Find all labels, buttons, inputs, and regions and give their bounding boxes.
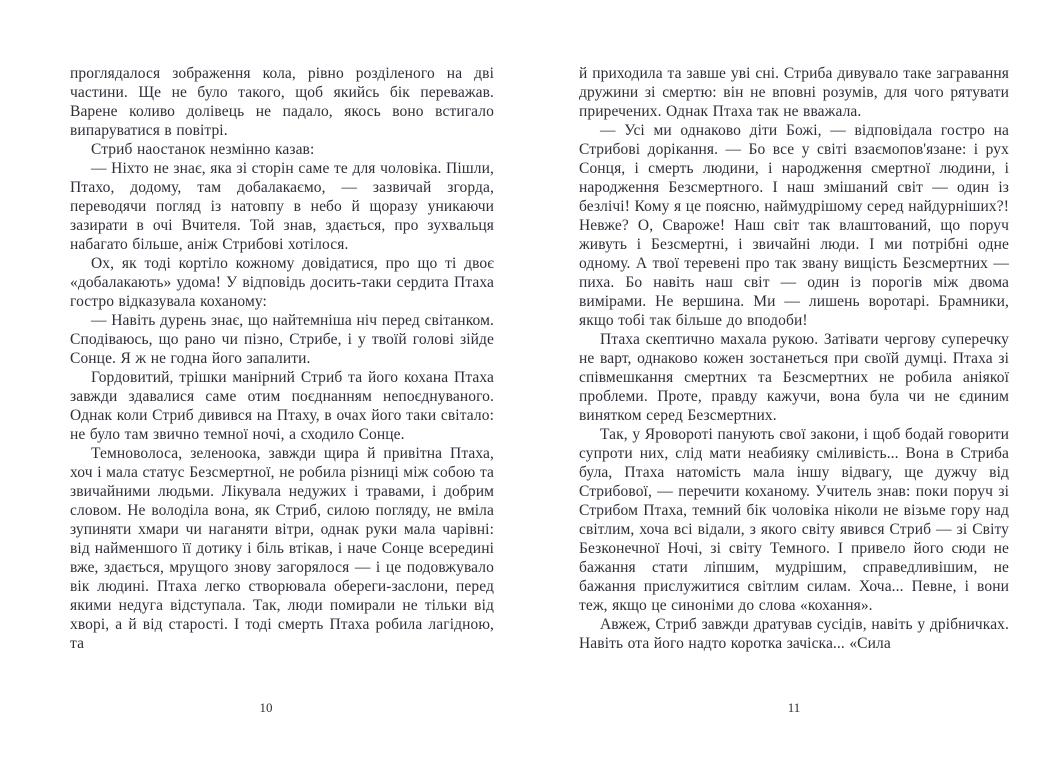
paragraph: Темноволоса, зеленоока, завжди щира й привітна Птаха, хоч і мала статус Безсмертної, не робила різниці між собою та звичайними людьми. Лікувала недужих і травами, і добрим словом. Не володіла вона, як Стриб, силою погляду, не вміла зупиняти хмари чи наганяти вітри, однак руки мала чарівні: від найменшого її дотику і біль втікав, і наче Сонце всередині вже, здається, мрущого знову загорялося — і це подовжувало вік людині. Птаха легко створювала обереги-заслони, перед якими недуга відступала. Так, люди помирали не тільки від хворі, а й від старості. І тоді смерть Птаха робила лагідною, та xyxy=(70,445,494,652)
left-page-text xyxy=(70,64,494,653)
right-page xyxy=(579,64,1009,715)
paragraph: Так, у Яровороті панують свої закони, і щоб бодай говорити супроти них, слід мати неабияку сміливість... Вона в Стриба була, Птаха натомість мала іншу відвагу, ще дужчу від Стрибової, — перечити коханому. Учитель знав: поки поруч зі Стрибом Птаха, темний бік чоловіка ніколи не візьме гору над світлим, хоча всі відали, з якого світу явився Стриб — зі Світу Безконечної Ночі, зі світу Темного. І привело його сюди не бажання стати ліпшим, мудрішим, справедливішим, не бажання прислужитися світлим силам. Хоча... Певне, і вони теж, якщо це синоніми до слова «кохання». xyxy=(579,426,1009,614)
paragraph: проглядалося зображення кола, рівно розділеного на дві частини. Ще не було такого, щоб якийсь бік переважав. Варене коливо долівець не падало, якось воно встигало випаруватися в повітрі. xyxy=(70,65,494,139)
right-page-text xyxy=(579,64,1009,653)
paragraph: — Ніхто не знає, яка зі сторін саме те для чоловіка. Пішли, Птахо, додому, там добалакаємо, — зазвичай згорда, переводячи погляд із натовпу в небо й щоразу уникаючи зазирати в очі Вчителя. Той знав, здається, про зухвальця набагато більше, аніж Стрибові хотілося. xyxy=(70,160,494,253)
paragraph: й приходила та завше уві сні. Стриба дивувало таке загравання дружини зі смертю: він не вповні розумів, для чого рятувати приречених. Однак Птаха так не вважала. xyxy=(579,65,1009,120)
right-page-number: 11 xyxy=(787,700,801,715)
left-page xyxy=(70,64,494,715)
paragraph: Гордовитий, трішки манірний Стриб та його кохана Птаха завжди здавалися саме отим поєднанням непоєднуваного. Однак коли Стриб дивився на Птаху, в очах його таки світало: не було там звично темної ночі, а сходило Сонце. xyxy=(70,369,494,443)
paragraph: Авжеж, Стриб завжди дратував сусідів, навіть у дрібничках. Навіть ота його надто коротка зачіска... «Сила xyxy=(579,616,1009,652)
paragraph: Ох, як тоді кортіло кожному довідатися, про що ті двоє «добалакають» удома! У відповідь досить-таки сердита Птаха гостро відказувала коханому: xyxy=(70,255,494,310)
paragraph: Стриб наостанок незмінно казав: xyxy=(91,141,315,158)
paragraph: Птаха скептично махала рукою. Затівати чергову суперечку не варт, однаково кожен зостанеться при своїй думці. Птаха зі співмешкання смертних та Безсмертних не робила аніякої проблеми. Проте, правду кажучи, вона була чи не єдиним винятком серед Безсмертних. xyxy=(579,331,1009,424)
paragraph: — Навіть дурень знає, що найтемніша ніч перед світанком. Сподіваюсь, що рано чи пізно, Стрибе, і у твоїй голові зійде Сонце. Я ж не годна його запалити. xyxy=(70,312,494,367)
paragraph: — Усі ми однаково діти Божі, — відповідала гостро на Стрибові дорікання. — Бо все у світі взаємопов'язане: і рух Сонця, і смерть людини, і народження смертної людини, і народження Безсмертного. І наш змішаний світ — один із безлічі! Кому я це поясню, наймудрішому серед найдурніших?! Невже? О, Свароже! Наш світ так влаштований, що поруч живуть і Безсмертні, і звичайні люди. І ми потрібні одне одному. А твої теревені про так звану вищість Безсмертних — пиха. Бо навіть наш світ — один із порогів між двома вимірами. Не вершина. Ми — лишень воротарі. Брамники, якщо тобі так більше до вподоби! xyxy=(579,122,1009,329)
left-page-number: 10 xyxy=(259,700,273,715)
